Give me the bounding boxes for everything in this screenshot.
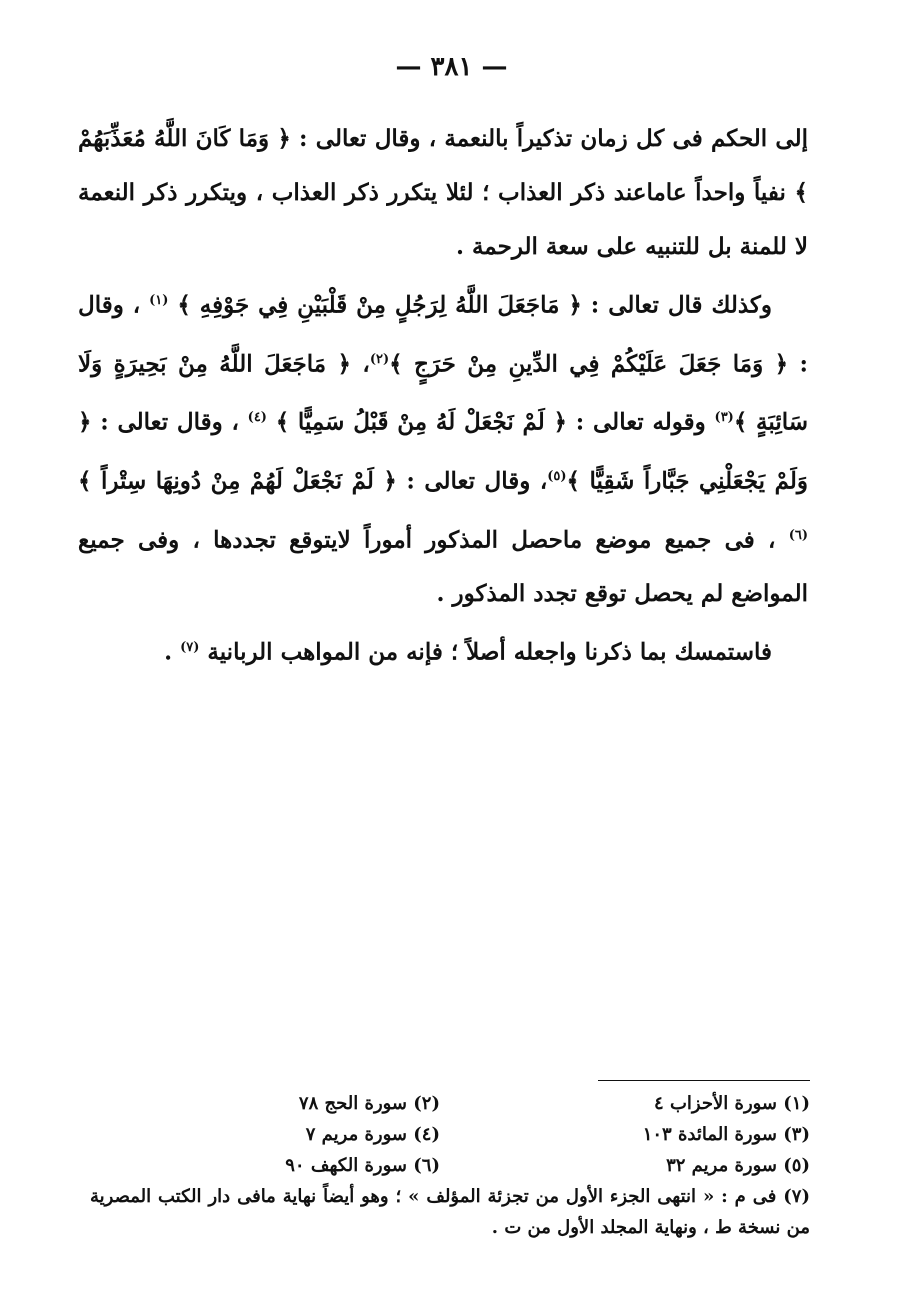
footnote-ref-7: (٧) xyxy=(180,640,200,656)
footnote-ref-3: (٣) xyxy=(714,410,734,426)
footnote-2: (٢) سورة الحج ٧٨ xyxy=(298,1093,440,1114)
paragraph-1: إلى الحكم فى كل زمان تذكيراً بالنعمة ، وقال تعالى : ﴿ وَمَا كَانَ اللَّهُ مُعَذِّبَهُمْ ﴾ نفياً واحداً عاماعند ذكر العذاب ؛ لئلا يتكرر ذكر العذاب ، ويتكرر ذكر النعمة لا للمنة بل للتنبيه على سعة الرحمة . xyxy=(78,125,808,260)
footnote-4: (٤) سورة مريم ٧ xyxy=(305,1124,440,1145)
footnote-7: (٧) فى م : « انتهى الجزء الأول من تجزئة المؤلف » ؛ وهو أيضاً نهاية مافى دار الكتب المصرية من نسخة ط ، ونهاية المجلد الأول من ت . xyxy=(90,1186,810,1238)
paragraph-2-part-a: وكذلك قال تعالى : ﴿ مَاجَعَلَ اللَّهُ لِرَجُلٍ مِنْ قَلْبَيْنِ فِي جَوْفِهِ ﴾ xyxy=(168,291,772,319)
footnote-ref-4: (٤) xyxy=(247,410,267,426)
paragraph-2 xyxy=(78,274,808,621)
paragraph-3-part-a: فاستمسك بما ذكرنا واجعله أصلاً ؛ فإنه من المواهب الربانية xyxy=(199,638,772,666)
paragraph-2-part-f: ، وقال تعالى : ﴿ لَمْ نَجْعَلْ لَهُمْ مِنْ دُونِهَا سِتْراً ﴾ xyxy=(78,467,548,495)
footnote-grid xyxy=(90,1088,810,1181)
paragraph-2-part-e: ، وقال تعالى : ﴿ وَلَمْ يَجْعَلْنِي جَبَّاراً شَقِيًّا ﴾ xyxy=(78,408,808,495)
paragraph-3-part-b: . xyxy=(164,638,181,666)
footnote-ref-5: (٥) xyxy=(547,468,567,484)
footnote-6: (٦) سورة الكهف ٩٠ xyxy=(285,1155,440,1176)
paragraph-2-part-d: وقوله تعالى : ﴿ لَمْ نَجْعَلْ لَهُ مِنْ قَبْلُ سَمِيًّا ﴾ xyxy=(266,408,715,436)
footnote-ref-2: (٢) xyxy=(369,351,390,367)
footnote-1: (١) سورة الأحزاب ٤ xyxy=(654,1093,810,1114)
footnote-divider xyxy=(598,1080,810,1081)
paragraph-2-part-c: ، ﴿ مَاجَعَلَ اللَّهُ مِنْ بَحِيرَةٍ وَلَا سَائِبَةٍ ﴾ xyxy=(78,350,809,436)
paragraph-2-part-g: ، فى جميع موضع ماحصل المذكور أموراً لايتوقع تجددها ، وفى جميع المواضع لم يحصل توقع تجدد المذكور . xyxy=(78,526,808,608)
footnotes xyxy=(90,1088,810,1243)
paragraph-2-part-b: ، وقال : ﴿ وَمَا جَعَلَ عَلَيْكُمْ فِي الدِّينِ مِنْ حَرَجٍ ﴾ xyxy=(78,291,809,378)
page-number: — ٣٨١ — xyxy=(395,52,508,82)
main-text xyxy=(78,112,808,680)
footnote-5: (٥) سورة مريم ٣٢ xyxy=(666,1155,810,1176)
footnote-3: (٣) سورة المائدة ١٠٣ xyxy=(642,1124,810,1145)
paragraph-3 xyxy=(78,621,808,680)
footnote-ref-1: (١) xyxy=(149,293,169,308)
footnote-ref-6: (٦) xyxy=(788,527,808,543)
